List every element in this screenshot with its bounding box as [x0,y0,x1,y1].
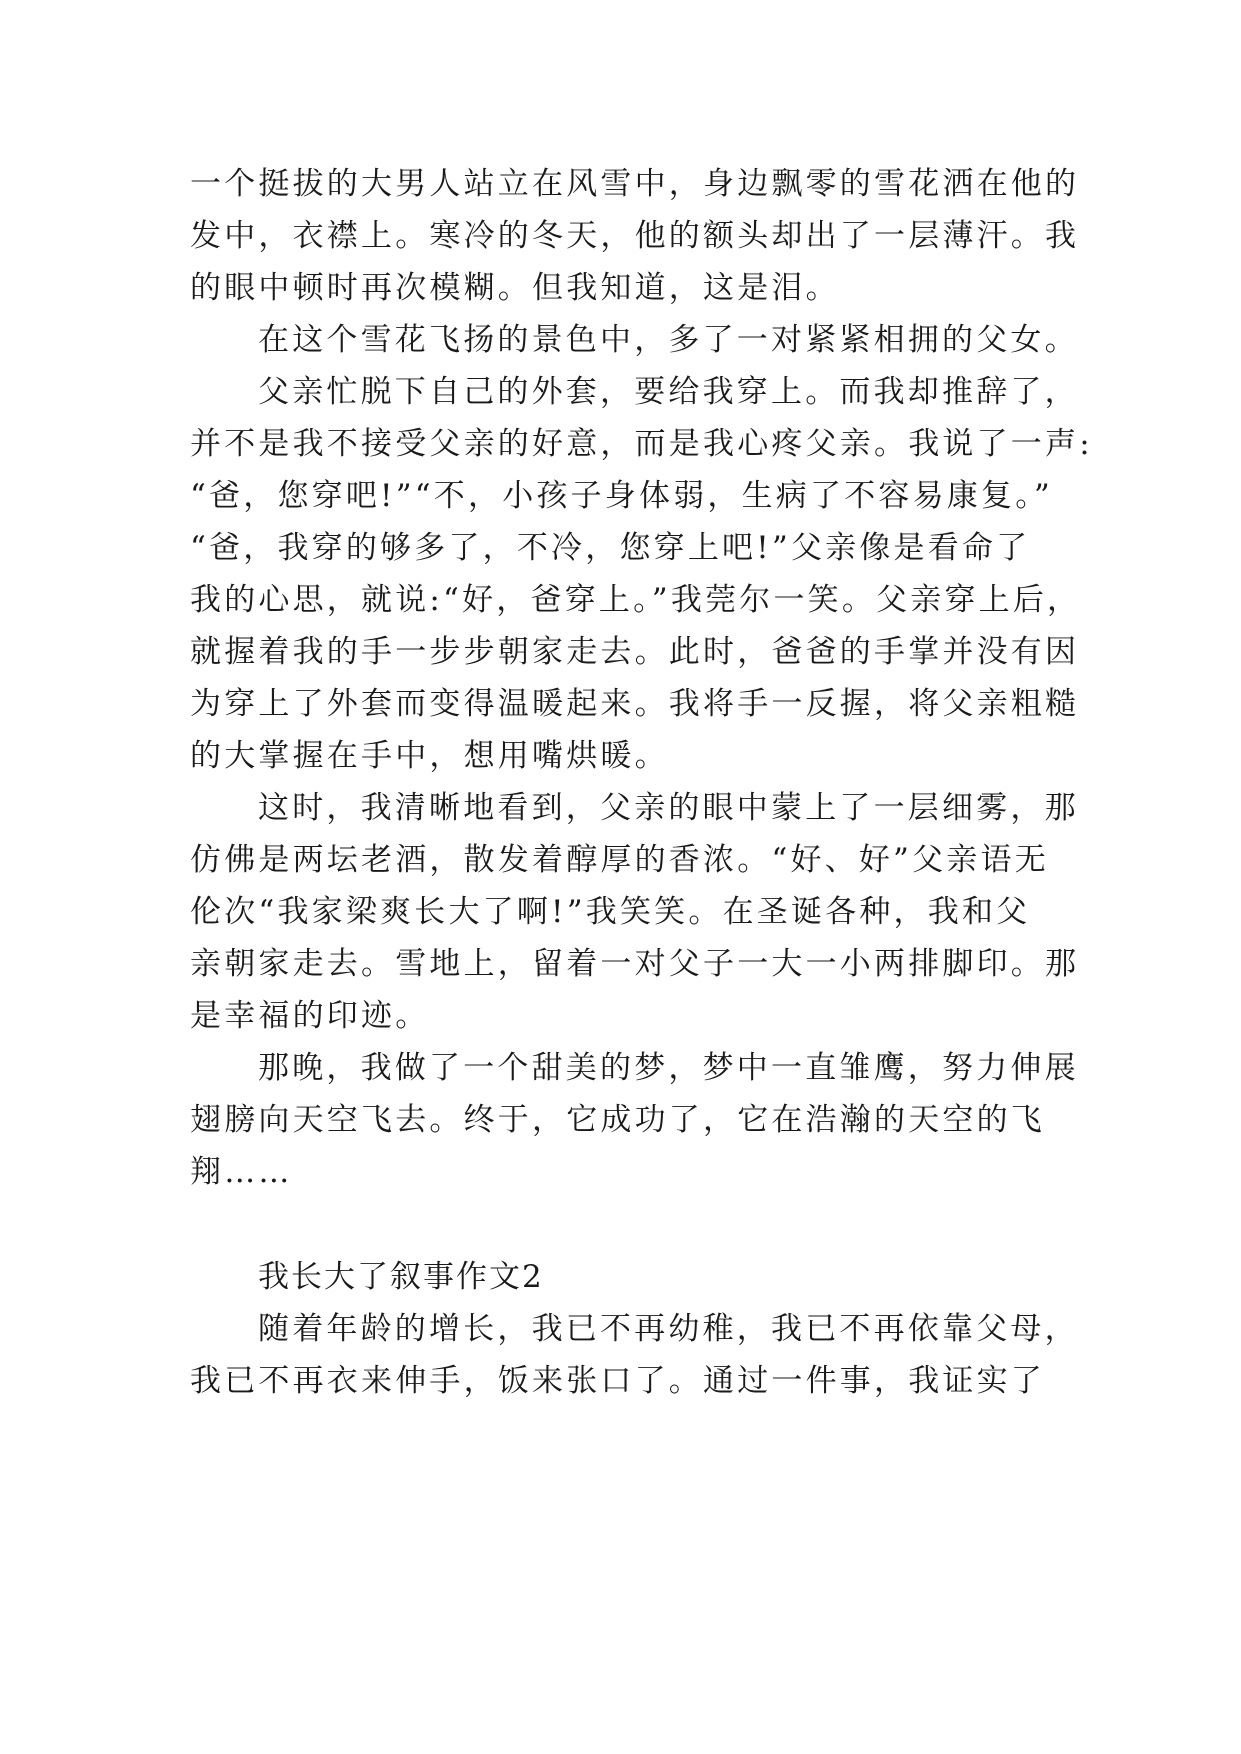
text-line: 翅膀向天空飞去。终于，它成功了，它在浩瀚的天空的飞 [190,1102,1045,1138]
text-line: 随着年龄的增长，我已不再幼稚，我已不再依靠父母， [258,1311,1079,1347]
text-line: 那晚，我做了一个甜美的梦，梦中一直雏鹰，努力伸展 [258,1050,1079,1086]
text-line: 亲朝家走去。雪地上，留着一对父子一大一小两排脚印。那 [190,946,1080,982]
text-line: 的眼中顿时再次模糊。但我知道，这是泪。 [190,270,840,306]
text-line: 为穿上了外套而变得温暖起来。我将手一反握，将父亲粗糙 [190,686,1080,722]
text-line: 伦次“我家梁爽长大了啊!”我笑笑。在圣诞各种，我和父 [190,894,1031,930]
text-line: 我已不再衣来伸手，饭来张口了。通过一件事，我证实了 [190,1363,1045,1399]
text-line: 一个挺拔的大男人站立在风雪中，身边飘零的雪花洒在他的 [190,166,1080,202]
text-line: “爸，我穿的够多了，不冷，您穿上吧!”父亲像是看命了 [190,530,1031,566]
text-line: 翔…… [190,1154,293,1190]
text-line: 在这个雪花飞扬的景色中，多了一对紧紧相拥的父女。 [258,322,1079,358]
text-line: 这时，我清晰地看到，父亲的眼中蒙上了一层细雾，那 [258,790,1079,826]
text-line: 父亲忙脱下自己的外套，要给我穿上。而我却推辞了， [258,374,1079,410]
text-line: 发中，衣襟上。寒冷的冬天，他的额头却出了一层薄汗。我 [190,218,1080,254]
text-line: “爸，您穿吧!”“不，小孩子身体弱，生病了不容易康复。” [190,478,1053,514]
text-line: 并不是我不接受父亲的好意，而是我心疼父亲。我说了一声: [190,426,1093,462]
text-line: 仿佛是两坛老酒，散发着醇厚的香浓。“好、好”父亲语无 [190,842,1049,878]
text-line: 我的心思，就说:“好，爸穿上。”我莞尔一笑。父亲穿上后， [190,582,1082,618]
text-line: 就握着我的手一步步朝家走去。此时，爸爸的手掌并没有因 [190,634,1080,670]
section-title: 我长大了叙事作文2 [258,1259,544,1295]
text-line: 是幸福的印迹。 [190,998,430,1034]
text-line: 的大掌握在手中，想用嘴烘暖。 [190,738,669,774]
